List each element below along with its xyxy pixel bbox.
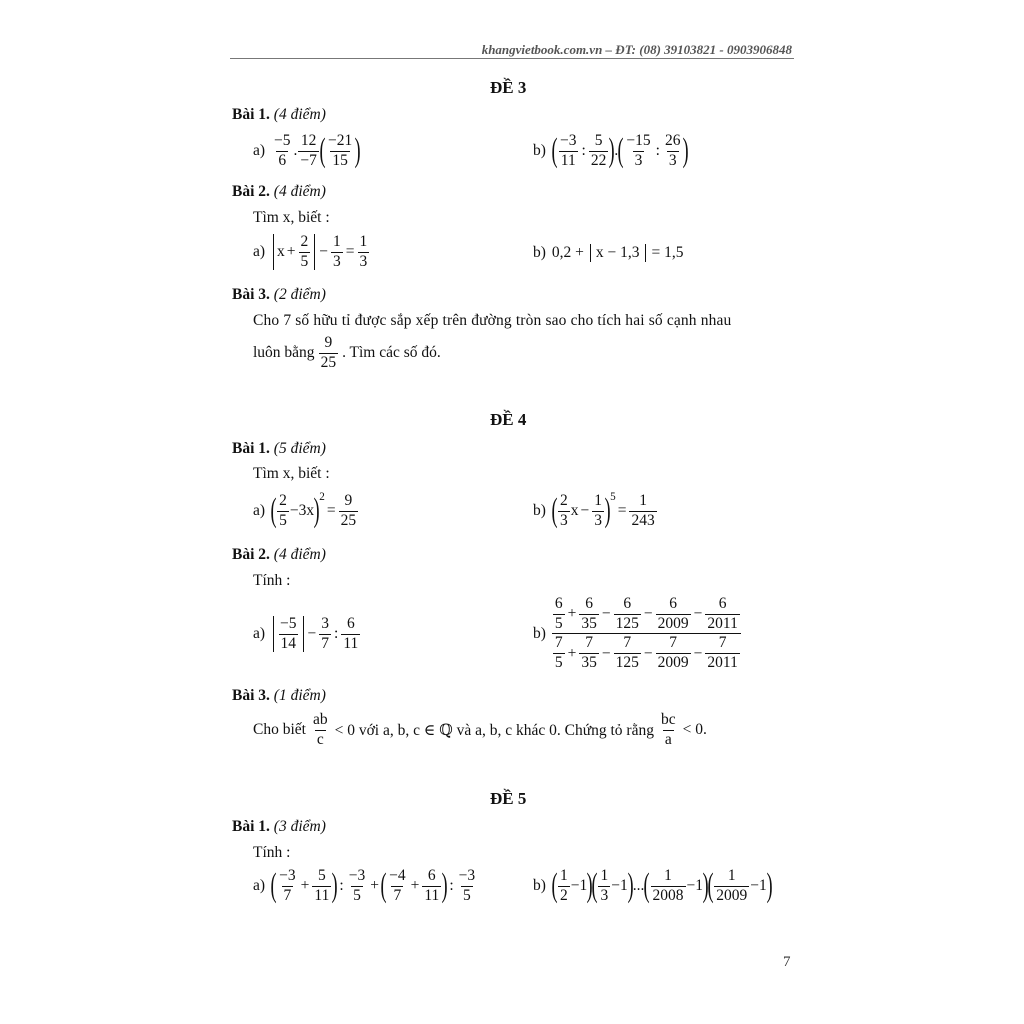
operator: − (643, 644, 653, 662)
de4-b2-intro: Tính : (253, 572, 291, 589)
de3-b3-heading: Bài 3. (2 điểm) (232, 286, 326, 303)
de4-b2-a: a) $\frac{-5}{14}$ − $\frac{3}{7}$ : $\frac{6}{11}$ (253, 615, 359, 652)
operator: − (693, 605, 703, 623)
de3-b1-heading: Bài 1. (4 điểm) (232, 106, 326, 123)
fraction-term: $\frac{7}{2011}$ (707, 634, 738, 672)
de4-title: ĐỀ 4 (490, 410, 527, 429)
fraction-term: $\frac{6}{125}$ (615, 595, 639, 632)
de5-title: ĐỀ 5 (490, 789, 527, 808)
de3-b3-line1: Cho 7 số hữu tỉ được sắp xếp trên đường tròn sao cho tích hai số cạnh nhau (253, 312, 732, 329)
de5-b1-b: b) ( $\frac{1}{2}$ −1 ) ( $\frac{1}{3}$ −1 ) ... ( $\frac{1}{2008}$ −1 ) ( $\frac{1}{2009}$ −1 ) (533, 866, 773, 904)
operator: − (693, 644, 703, 662)
operator: − (643, 605, 653, 623)
de4-b3-text: Cho biết $\frac{ab}{c}$ < 0 với a, b, c ∈ ℚ và a, b, c khác 0. Chứng tỏ rằng $\frac{bc}{a}$ < 0. (253, 711, 707, 748)
de4-b1-a: a) ( $\frac{2}{5}$ −3x ) 2 = $\frac{9}{25}$ (253, 491, 357, 529)
de4-b1-heading: Bài 1. (5 điểm) (232, 440, 326, 457)
de4-b2-heading: Bài 2. (4 điểm) (232, 546, 326, 563)
operator: + (567, 605, 577, 623)
fraction-term: $\frac{7}{5}$ (554, 634, 563, 672)
fraction-term: $\frac{6}{2011}$ (707, 595, 738, 632)
operator: + (567, 644, 577, 662)
de3-b2-b: b) 0,2 + x − 1,3 = 1,5 (533, 244, 684, 261)
page-number: 7 (783, 954, 791, 970)
de4-b1-intro: Tìm x, biết : (253, 465, 330, 482)
fraction-term: $\frac{6}{2009}$ (657, 595, 689, 632)
de3-b1-b: b) ( $\frac{-3}{11}$ : $\frac{5}{22}$ ) . ( $\frac{-15}{3}$ : $\frac{26}{3}$ ) (533, 131, 690, 169)
de4-b2-b: b) $\frac{6}{5}$ + $\frac{6}{35}$ − $\frac{6}{125}$ − $\frac{6}{2009}$ − $\frac{6}{2011}$ $\frac{7}{5}$ + $\frac{7}{35}$ − $\frac{7}{125}$ − $\frac{7}{2009}$ − $\frac{7}{2011}$ (533, 596, 741, 672)
de3-title: ĐỀ 3 (490, 78, 527, 97)
de3-b2-intro: Tìm x, biết : (253, 209, 330, 226)
de5-b1-a: a) ( $\frac{-3}{7}$ + $\frac{5}{11}$ ) : $\frac{-3}{5}$ + ( $\frac{-4}{7}$ + $\frac{6}{11}$ ) : $\frac{-3}{5}$ (253, 866, 476, 904)
de5-b1-intro: Tính : (253, 844, 291, 861)
de4-b3-heading: Bài 3. (1 điểm) (232, 687, 326, 704)
de3-b2-a: a) x + $\frac{2}{5}$ − $\frac{1}{3}$ = $\frac{1}{3}$ (253, 233, 368, 270)
fraction-term: $\frac{7}{35}$ (581, 634, 597, 672)
fraction-term: $\frac{7}{2009}$ (657, 634, 689, 672)
header-rule (230, 58, 794, 59)
fraction-term: $\frac{6}{5}$ (554, 595, 563, 632)
de3-b1-a: a) $\frac{-5}{6}$ . $\frac{12}{-7}$ ( $\frac{-21}{15}$ ) (253, 131, 361, 169)
operator: − (601, 605, 611, 623)
compound-fraction (552, 596, 741, 672)
de4-b1-b: b) ( $\frac{2}{3}$ x − $\frac{1}{3}$ ) 5 = $\frac{1}{243}$ (533, 491, 655, 529)
de3-b3-line2: luôn bằng $\frac{9}{25}$ . Tìm các số đó. (253, 334, 441, 371)
page-header: khangvietbook.com.vn – ĐT: (08) 39103821 - 0903906848 (481, 42, 792, 57)
fraction-term: $\frac{6}{35}$ (581, 595, 597, 632)
de5-b1-heading: Bài 1. (3 điểm) (232, 818, 326, 835)
fraction-term: $\frac{7}{125}$ (615, 634, 639, 672)
operator: − (601, 644, 611, 662)
de3-b2-heading: Bài 2. (4 điểm) (232, 183, 326, 200)
